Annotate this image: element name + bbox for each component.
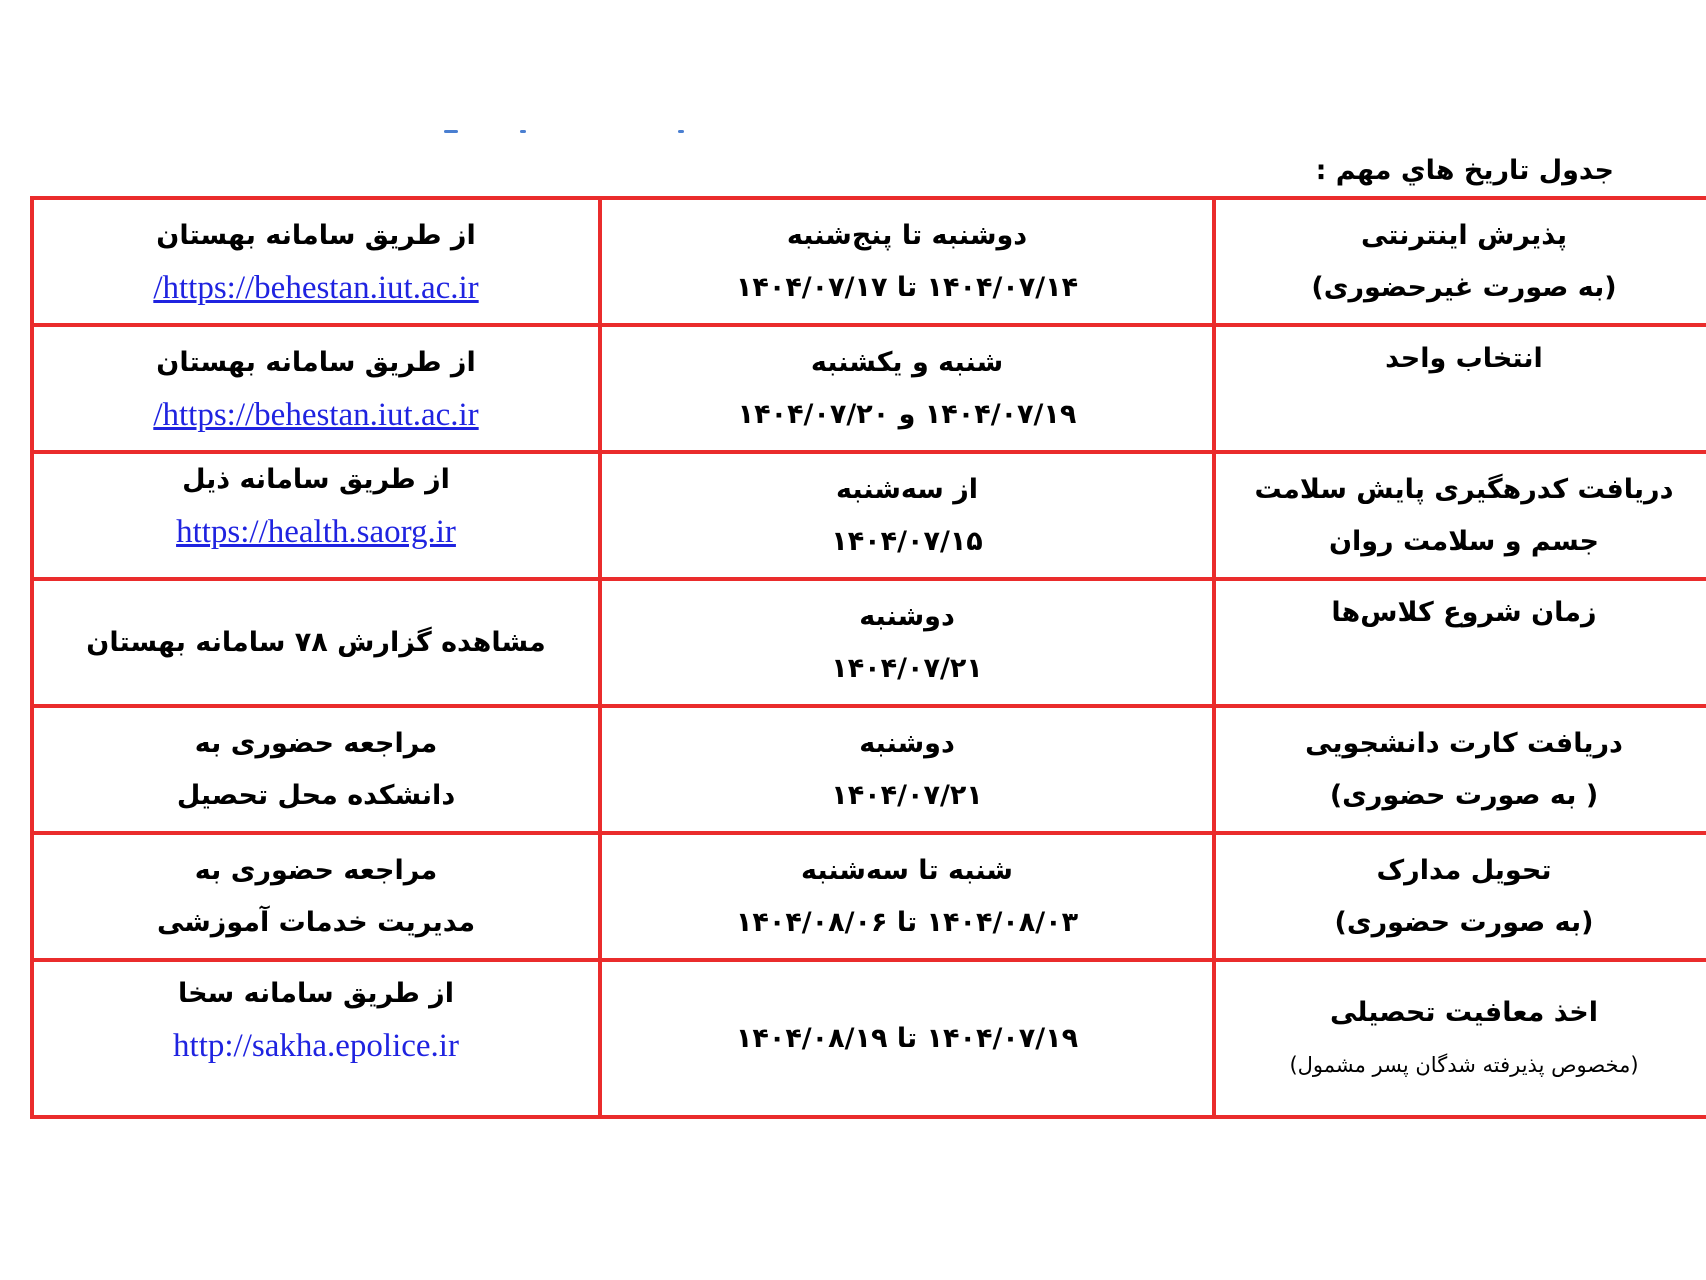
table-row <box>32 198 1706 325</box>
event-name: دریافت کارت دانشجویی <box>1305 727 1623 759</box>
event-name: اخذ معافیت تحصیلی <box>1329 996 1599 1028</box>
event-cell <box>1214 325 1706 452</box>
date-days: شنبه و یکشنبه <box>810 346 1004 378</box>
health-link[interactable]: https://health.saorg.ir <box>176 514 456 550</box>
note-text: مشاهده گزارش ۷۸ سامانه بهستان <box>86 626 546 658</box>
date-cell <box>600 452 1214 579</box>
note-text: از طریق سامانه بهستان <box>156 346 476 378</box>
date-days: شنبه تا سه‌شنبه <box>801 854 1013 886</box>
date-cell <box>600 579 1214 706</box>
date-range: ۱۴۰۴/۰۷/۱۹ و ۱۴۰۴/۰۷/۲۰ <box>737 398 1077 430</box>
note-cell <box>32 198 600 325</box>
event-detail: (مخصوص پذیرفته شدگان پسر مشمول) <box>1289 1052 1639 1077</box>
behestan-link[interactable]: https://behestan.iut.ac.ir/ <box>153 396 479 433</box>
table-row <box>32 452 1706 579</box>
date-range: ۱۴۰۴/۰۸/۰۳ تا ۱۴۰۴/۰۸/۰۶ <box>735 906 1079 938</box>
note-cell <box>32 833 600 960</box>
event-name: دریافت کدرهگیری پایش سلامت <box>1254 473 1674 505</box>
sakha-link[interactable]: http://sakha.epolice.ir <box>173 1028 459 1064</box>
event-name: زمان شروع کلاس‌ها <box>1331 597 1597 628</box>
event-cell <box>1214 833 1706 960</box>
date-days: دوشنبه <box>859 727 955 759</box>
table-row <box>32 833 1706 960</box>
date-days: دوشنبه تا پنج‌شنبه <box>786 219 1028 251</box>
event-cell <box>1214 198 1706 325</box>
date-range: ۱۴۰۴/۰۷/۲۱ <box>831 652 983 684</box>
note-text: مراجعه حضوری به <box>194 727 438 759</box>
date-range: ۱۴۰۴/۰۷/۱۹ تا ۱۴۰۴/۰۸/۱۹ <box>735 1022 1079 1054</box>
date-cell <box>600 706 1214 833</box>
date-cell <box>600 325 1214 452</box>
note-text: دانشکده محل تحصیل <box>176 779 456 811</box>
table-row <box>32 960 1706 1117</box>
date-range: ۱۴۰۴/۰۷/۱۵ <box>831 525 983 557</box>
note-cell <box>32 325 600 452</box>
note-cell <box>32 452 600 579</box>
event-cell <box>1214 452 1706 579</box>
note-text: مدیریت خدمات آموزشی <box>156 906 476 938</box>
event-name: انتخاب واحد <box>1385 343 1543 374</box>
event-name: تحویل مدارک <box>1376 854 1552 886</box>
date-cell <box>600 960 1214 1117</box>
note-text: مراجعه حضوری به <box>194 854 438 886</box>
note-cell <box>32 706 600 833</box>
table-row <box>32 706 1706 833</box>
event-name: پذیرش اینترنتی <box>1360 219 1568 251</box>
note-cell <box>32 960 600 1117</box>
event-cell <box>1214 579 1706 706</box>
date-days: از سه‌شنبه <box>835 473 979 505</box>
date-cell <box>600 198 1214 325</box>
note-cell <box>32 579 600 706</box>
event-cell <box>1214 960 1706 1117</box>
behestan-link[interactable]: https://behestan.iut.ac.ir/ <box>153 269 479 306</box>
note-text: از طریق سامانه بهستان <box>156 219 476 251</box>
event-detail: ( به صورت حضوری) <box>1329 779 1599 811</box>
table-row <box>32 579 1706 706</box>
event-detail: (به صورت غیرحضوری) <box>1311 271 1617 303</box>
note-text: از طریق سامانه سخا <box>178 978 454 1009</box>
date-cell <box>600 833 1214 960</box>
important-dates-table <box>30 196 1706 1119</box>
event-cell <box>1214 706 1706 833</box>
date-range: ۱۴۰۴/۰۷/۲۱ <box>831 779 983 811</box>
event-detail: (به صورت حضوری) <box>1334 906 1594 938</box>
table-row <box>32 325 1706 452</box>
event-detail: جسم و سلامت روان <box>1328 525 1600 557</box>
date-days: دوشنبه <box>859 600 955 632</box>
blue-line-artifact <box>440 130 700 138</box>
note-text: از طریق سامانه ذیل <box>182 464 450 495</box>
document-title: جدول تاريخ هاي مهم : <box>1315 155 1614 186</box>
date-range: ۱۴۰۴/۰۷/۱۴ تا ۱۴۰۴/۰۷/۱۷ <box>735 271 1079 303</box>
